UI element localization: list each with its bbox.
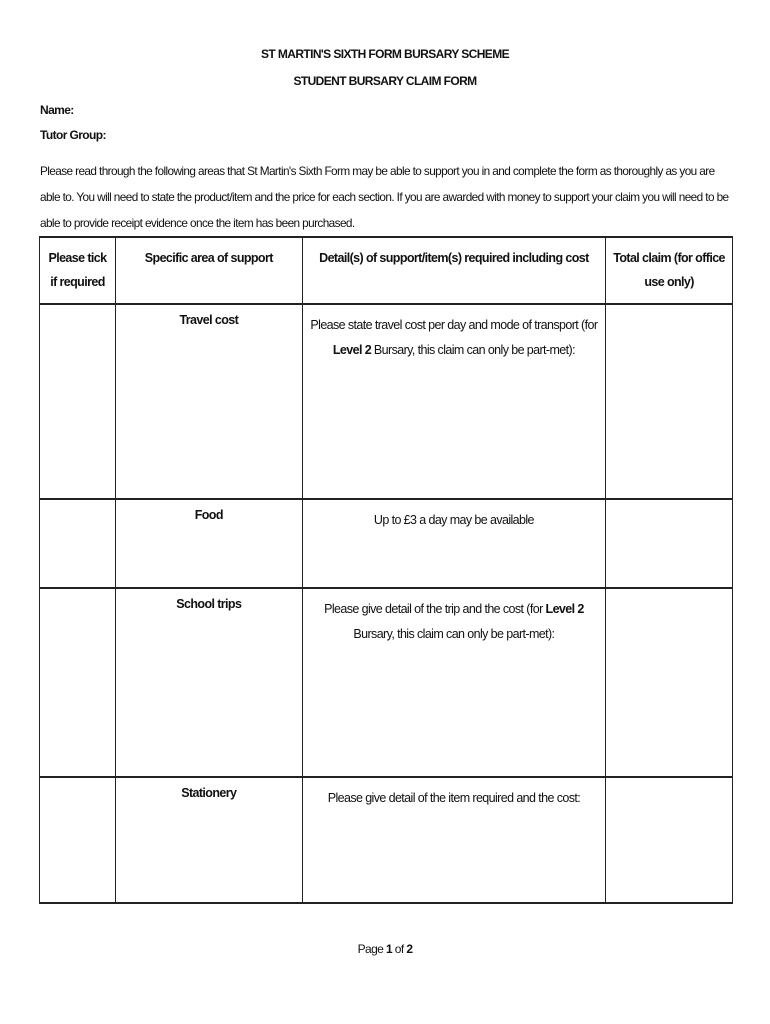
detail-travel[interactable]: Please state travel cost per day and mode of transport (for Level 2 Bursary, this claim can only be part-met): <box>302 304 606 499</box>
table-row-travel <box>40 304 733 499</box>
header-area: Specific area of support <box>115 237 302 304</box>
total-cell-food[interactable] <box>606 499 733 588</box>
total-cell-school-trips[interactable] <box>606 588 733 777</box>
header-detail: Detail(s) of support/item(s) required including cost <box>302 237 606 304</box>
form-title-claim: STUDENT BURSARY CLAIM FORM <box>293 74 477 88</box>
table-header-row <box>40 237 733 304</box>
header-total: Total claim (for office use only) <box>606 237 733 304</box>
tick-cell-food[interactable] <box>40 499 116 588</box>
form-title-scheme: ST MARTIN'S SIXTH FORM BURSARY SCHEME <box>261 47 509 61</box>
intro-paragraph: Please read through the following areas that St Martin's Sixth Form may be able to support you in and complete the form as thoroughly as you are able to. You will need to state the product/item and the price for each section. If you are awarded with money to support your claim you will need to be able to provide receipt evidence once the item has been purchased. <box>40 164 729 230</box>
name-label: Name: <box>40 103 74 117</box>
area-food: Food <box>115 499 302 588</box>
total-cell-stationery[interactable] <box>606 777 733 903</box>
tick-cell-school-trips[interactable] <box>40 588 116 777</box>
detail-stationery[interactable]: Please give detail of the item required and the cost: <box>302 777 606 903</box>
table-row-school-trips <box>40 588 733 777</box>
area-stationery: Stationery <box>115 777 302 903</box>
page-number: Page 1 of 2 <box>357 942 413 956</box>
tick-cell-stationery[interactable] <box>40 777 116 903</box>
detail-school-trips[interactable]: Please give detail of the trip and the cost (for Level 2 Bursary, this claim can only be part-met): <box>302 588 606 777</box>
area-travel: Travel cost <box>115 304 302 499</box>
total-cell-travel[interactable] <box>606 304 733 499</box>
claim-table <box>39 236 733 904</box>
header-tick: Please tick if required <box>40 237 116 304</box>
tutor-group-label: Tutor Group: <box>40 128 106 142</box>
table-row-stationery <box>40 777 733 903</box>
table-row-food <box>40 499 733 588</box>
tick-cell-travel[interactable] <box>40 304 116 499</box>
area-school-trips: School trips <box>115 588 302 777</box>
detail-food[interactable]: Up to £3 a day may be available <box>302 499 606 588</box>
